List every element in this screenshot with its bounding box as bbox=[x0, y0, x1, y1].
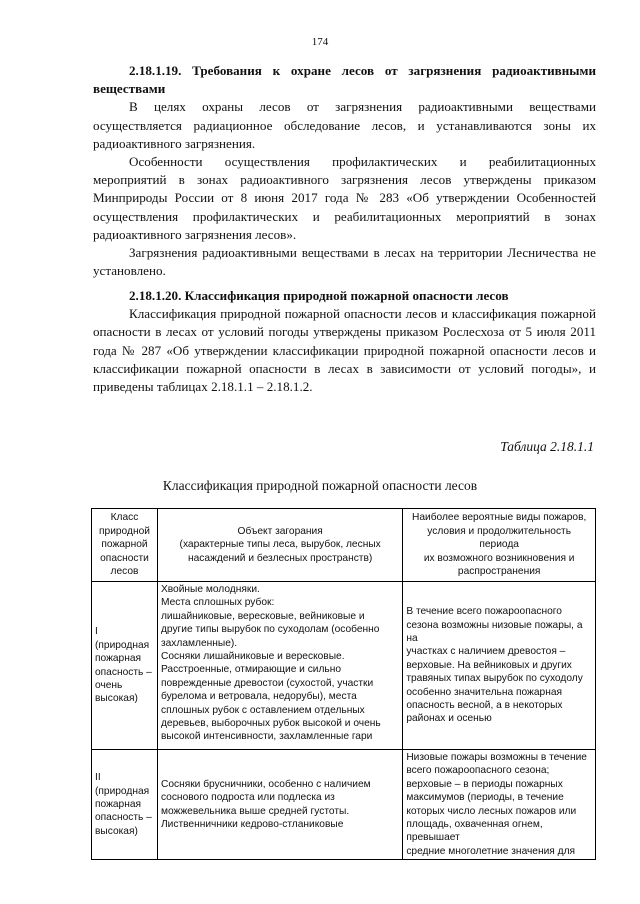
section-radioactive-protection bbox=[93, 62, 596, 280]
object-cell: Сосняки брусничники, особенно с наличием соснового подроста или подлеска из можжевельника выше средней густоты. Лиственничники кедрово-стланиковые bbox=[157, 750, 402, 860]
section-fire-danger-classification bbox=[93, 287, 596, 396]
fire-cell: Низовые пожары возможны в течение всего пожароопасного сезона; верховые – в периоды пожарных максимумов (периоды, в течение которых число лесных пожаров или площадь, охваченная огнем, превышает средние многолетние значения для bbox=[403, 750, 596, 860]
paragraph: Классификация природной пожарной опасности лесов и классификация пожарной опасности в лесах от условий погоды утверждены приказом Рослесхоза от 5 июля 2011 года № 287 «Об утверждении классификации природной пожарной опасности лесов и классификации пожарной опасности в лесах в зависимости от условий погоды», и приведены таблицах 2.18.1.1 – 2.18.1.2. bbox=[93, 306, 596, 395]
paragraph: Особенности осуществления профилактических и реабилитационных мероприятий в зонах радиоактивного загрязнения лесов утверждены приказом Минприроды России от 8 июня 2017 года № 283 «Об утверждении Особенностей осуществления профилактических и реабилитационных мероприятий в зонах радиоактивного загрязнения лесов». bbox=[93, 154, 596, 242]
class-cell: I (природная пожарная опасность – очень высокая) bbox=[92, 582, 158, 750]
class-cell: II (природная пожарная опасность – высокая) bbox=[92, 750, 158, 860]
header-object: Объект загорания (характерные типы леса, вырубок, лесных насаждений и безлесных пространств) bbox=[157, 509, 402, 582]
table-label: Таблица 2.18.1.1 bbox=[500, 439, 594, 454]
page-number: 174 bbox=[311, 36, 329, 48]
header-fire-types: Наиболее вероятные виды пожаров, условия и продолжительность периода их возможного возникновения и распространения bbox=[403, 509, 596, 582]
table-row bbox=[92, 750, 596, 860]
object-cell: Хвойные молодняки. Места сплошных рубок: лишайниковые, вересковые, вейниковые и другие типы вырубок по суходолам (особенно захламленные). Сосняки лишайниковые и вересковые. Расстроенные, отмирающие и сильно поврежденные древостои (сухостой, участки бурелома и ветровала, недорубы), места сплошных рубок с оставлением отдельных деревьев, выборочных рубок высокой и очень высокой интенсивности, захламленные гари bbox=[157, 582, 402, 750]
header-class: Класс природной пожарной опасности лесов bbox=[92, 509, 158, 582]
paragraph: В целях охраны лесов от загрязнения радиоактивными веществами осуществляется радиационное обследование лесов, и устанавливаются зоны их радиоактивного загрязнения. bbox=[93, 99, 596, 151]
fire-danger-table bbox=[91, 508, 596, 860]
fire-cell: В течение всего пожароопасного сезона возможны низовые пожары, а на участках с наличием древостоя – верховые. На вейниковых и других травяных типах вырубок по суходолу особенно значительна пожарная опасность весной, а в некоторых районах и осенью bbox=[403, 582, 596, 750]
table-row bbox=[92, 582, 596, 750]
table-title: Классификация природной пожарной опасности лесов bbox=[162, 478, 478, 493]
section-heading-radioactive: 2.18.1.19. Требования к охране лесов от загрязнения радиоактивными веществами bbox=[93, 63, 596, 97]
section-heading-fire-danger: 2.18.1.20. Классификация природной пожарной опасности лесов bbox=[129, 288, 509, 303]
table-header-row bbox=[92, 509, 596, 582]
paragraph: Загрязнения радиоактивными веществами в лесах на территории Лесничества не установлено. bbox=[93, 245, 596, 279]
